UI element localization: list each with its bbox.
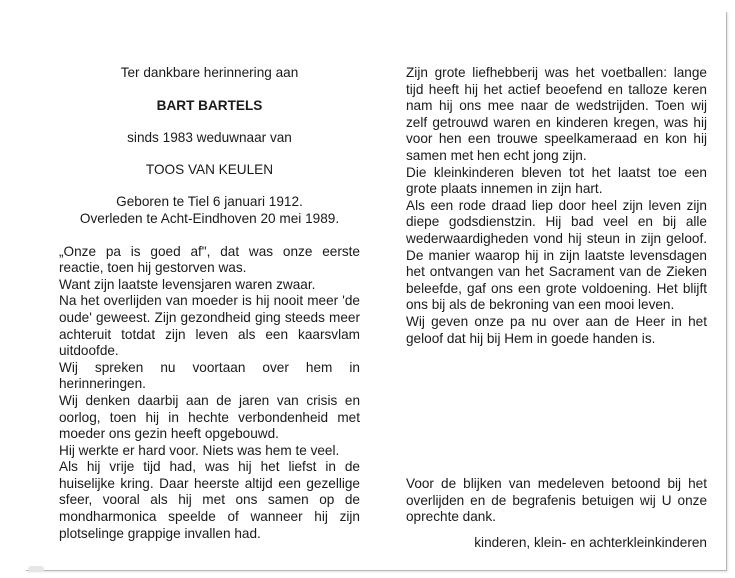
thanks-note: Voor de blijken van medeleven betoond bij het overlijden en de begrafenis betuigen wij U onze oprechte dank. (406, 476, 707, 525)
memorial-heading: Ter dankbare herinnering aan (120, 65, 299, 80)
paragraph: Als hij vrije tijd had, was hij het liefst in de huiselijke kring. Daar heerste altijd een gezellige sfeer, vooral als hij met ons samen op de mondharmonica speelde of wanneer hij zijn plotselinge grappige invallen had. (59, 459, 360, 541)
spouse-name: TOOS VAN KEULEN (145, 161, 274, 177)
left-body (59, 244, 360, 543)
birth-line: Geboren te Tiel 6 januari 1912. (116, 194, 303, 210)
life-dates (59, 194, 360, 227)
left-column (59, 65, 360, 542)
paragraph: Hij werkte er hard voor. Niets was hem te veel. (59, 442, 340, 458)
paragraph: Na het overlijden van moeder is hij nooit meer 'de oude' geweest. Zijn gezondheid ging steeds meer achteruit totdat zijn leven als een kaarsvlam uitdoofde. (59, 293, 360, 359)
scan-smudge (28, 566, 44, 572)
paragraph: Als een rode draad liep door heel zijn leven zijn diepe godsdienstzin. Hij bad veel en bij alle wederwaardigheden vond hij steun in zijn geloof. De manier waarop hij in zijn laatste levensdagen het ontvangen van het Sacrament van de Zieken beleefde, gaf ons een grote voldoening. Het blijft ons bij als de bekroning van een mooi leven. (406, 197, 707, 313)
paragraph: Die kleinkinderen bleven tot het laatst toe een grote plaats innemen in zijn hart. (406, 164, 707, 197)
paragraph: Wij geven onze pa nu over aan de Heer in het geloof dat hij bij Hem in goede handen is. (406, 313, 707, 346)
paragraph: Want zijn laatste levensjaren waren zwaar. (59, 276, 316, 292)
signature-line: kinderen, klein- en achterkleinkinderen (474, 535, 707, 550)
death-line: Overleden te Acht-Eindhoven 20 mei 1989. (79, 210, 340, 226)
deceased-name: BART BARTELS (156, 97, 263, 113)
memorial-card (26, 12, 727, 571)
right-body (406, 65, 707, 347)
widower-line: sinds 1983 weduwnaar van (127, 130, 292, 146)
paragraph: Wij denken daarbij aan de jaren van crisis en oorlog, toen hij in hechte verbondenheid met moeder ons gezin heeft opgebouwd. (59, 392, 360, 442)
right-column (406, 65, 707, 550)
paragraph: Zijn grote liefhebberij was het voetballen: lange tijd heeft hij het actief beoefend en talloze keren nam hij ons mee naar de wedstrijden. Toen wij zelf getrouwd waren en kinderen kregen, was hij voor hen een trouwe speelkameraad en kon hij samen met hen echt jong zijn. (406, 65, 707, 163)
paragraph: Wij spreken nu voortaan over hem in herinneringen. (59, 359, 360, 392)
paragraph: „Onze pa is goed af", dat was onze eerste reactie, toen hij gestorven was. (59, 243, 360, 276)
